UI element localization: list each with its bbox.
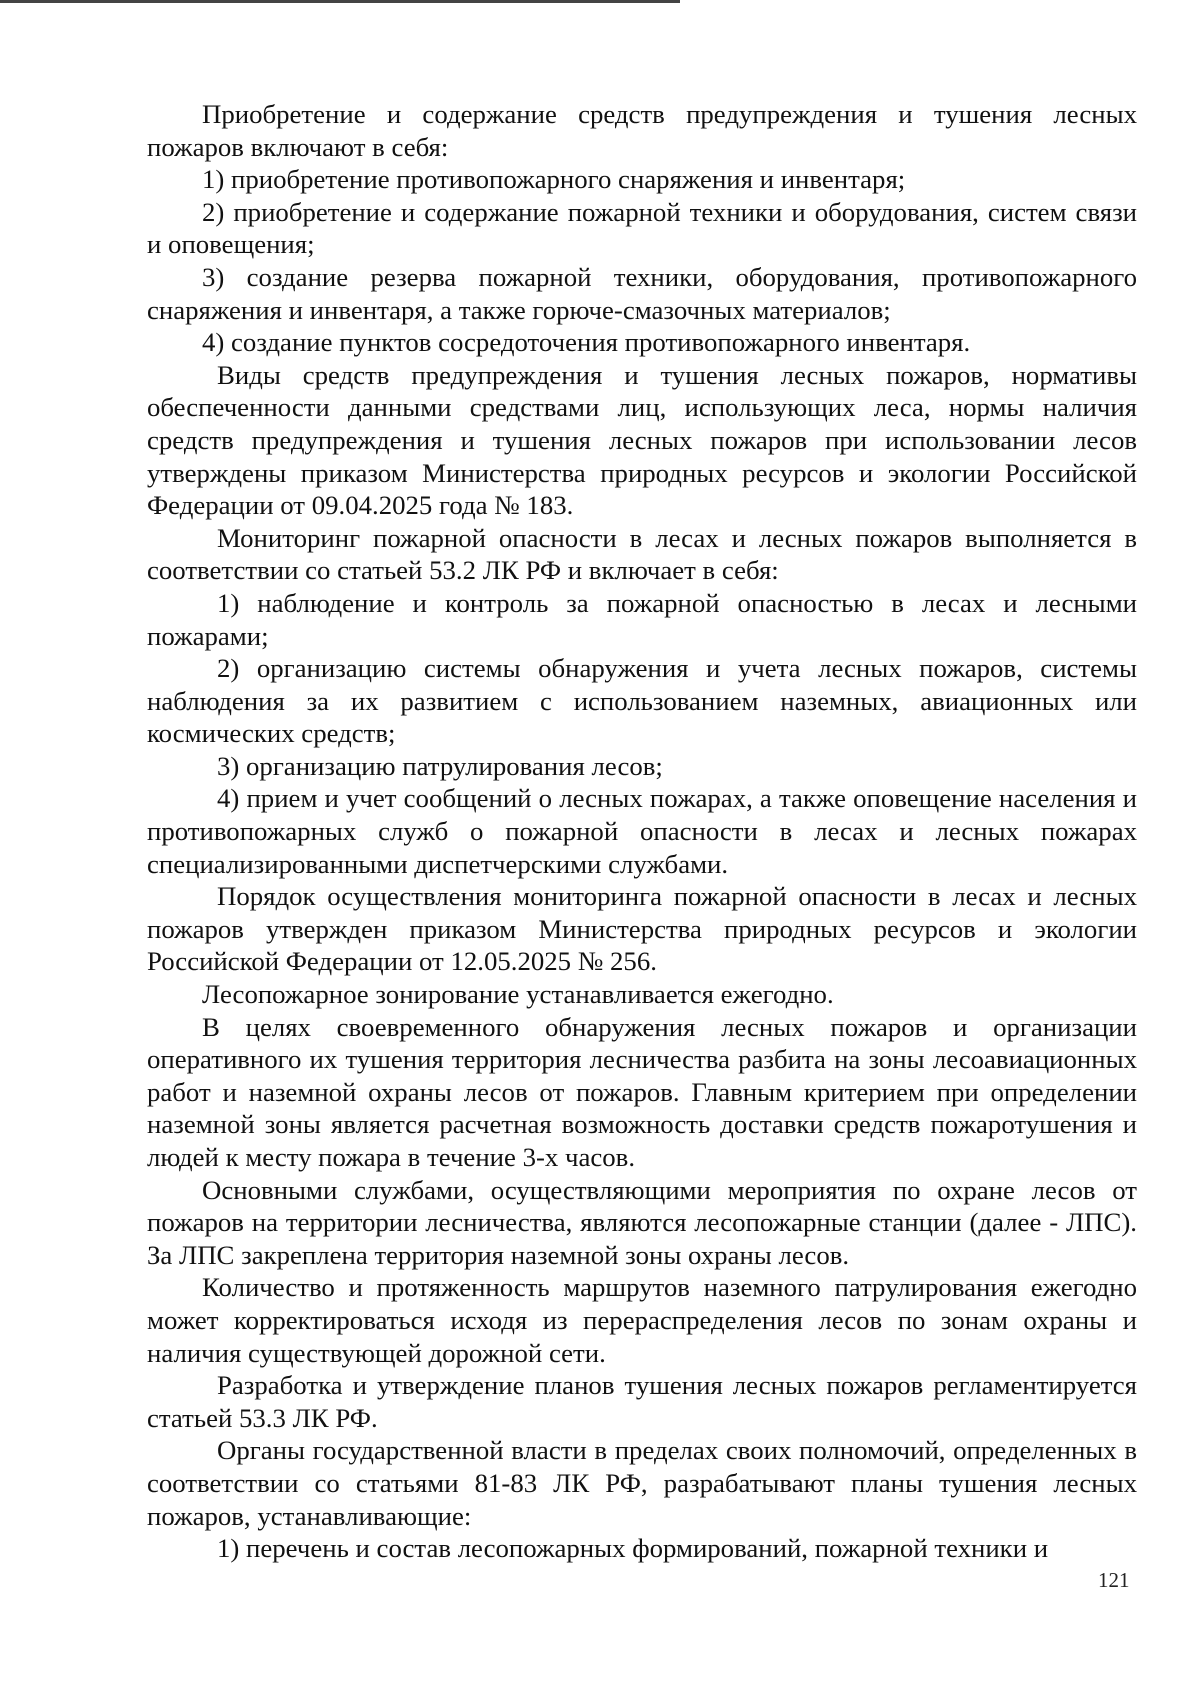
list-item: 1) приобретение противопожарного снаряжения и инвентаря; xyxy=(202,164,906,195)
paragraph: Приобретение и содержание средств предупреждения и тушения лесных пожаров включают в себя: xyxy=(147,99,1137,162)
page-number: 121 xyxy=(1098,1568,1130,1592)
list-item: 3) организацию патрулирования лесов; xyxy=(217,750,663,781)
list-item: 3) создание резерва пожарной техники, оборудования, противопожарного снаряжения и инвентаря, а также горюче-смазочных материалов; xyxy=(147,261,1137,325)
paragraph: В целях своевременного обнаружения лесных пожаров и организации оперативного их тушения территория лесничества разбита на зоны лесоавиационных работ и наземной охраны лесов от пожаров. Главным критерием при определении наземной зоны является расчетная возможность доставки средств пожаротушения и людей к месту пожара в течение 3-х часов. xyxy=(147,1011,1137,1172)
paragraph: Разработка и утверждение планов тушения лесных пожаров регламентируется статьей 53.3 ЛК РФ. xyxy=(147,1370,1137,1433)
paragraph: Количество и протяженность маршрутов наземного патрулирования ежегодно может корректироваться исходя из перераспределения лесов по зонам охраны и наличия существующей дорожной сети. xyxy=(147,1272,1137,1368)
paragraph: Основными службами, осуществляющими мероприятия по охране лесов от пожаров на территории лесничества, являются лесопожарные станции (далее - ЛПС). За ЛПС закреплена территория наземной зоны охраны лесов. xyxy=(147,1174,1137,1270)
list-item: 4) прием и учет сообщений о лесных пожарах, а также оповещение населения и противопожарных служб о пожарной опасности в лесах и лесных пожарах специализированными диспетчерскими службами. xyxy=(147,783,1137,879)
list-item: 4) создание пунктов сосредоточения противопожарного инвентаря. xyxy=(202,327,971,358)
paragraph: Органы государственной власти в пределах своих полномочий, определенных в соответствии со статьями 81-83 ЛК РФ, разрабатывают планы тушения лесных пожаров, устанавливающие: xyxy=(147,1435,1137,1531)
paragraph: Порядок осуществления мониторинга пожарной опасности в лесах и лесных пожаров утвержден приказом Министерства природных ресурсов и экологии Российской Федерации от 12.05.2025 № 256. xyxy=(147,881,1137,977)
document-body xyxy=(147,98,1137,1565)
list-item: 2) организацию системы обнаружения и учета лесных пожаров, системы наблюдения за их развитием с использованием наземных, авиационных или космических средств; xyxy=(147,653,1137,749)
list-item: 1) перечень и состав лесопожарных формирований, пожарной техники и xyxy=(217,1533,1049,1564)
list-item: 2) приобретение и содержание пожарной техники и оборудования, систем связи и оповещения; xyxy=(147,196,1137,260)
paragraph: Лесопожарное зонирование устанавливается ежегодно. xyxy=(202,979,834,1010)
scan-edge-line xyxy=(0,0,680,3)
paragraph: Виды средств предупреждения и тушения лесных пожаров, нормативы обеспеченности данными средствами лиц, использующих леса, нормы наличия средств предупреждения и тушения лесных пожаров при использовании лесов утверждены приказом Министерства природных ресурсов и экологии Российской Федерации от 09.04.2025 года № 183. xyxy=(147,359,1137,521)
list-item: 1) наблюдение и контроль за пожарной опасностью в лесах и лесными пожарами; xyxy=(147,587,1137,651)
paragraph: Мониторинг пожарной опасности в лесах и лесных пожаров выполняется в соответствии со статьей 53.2 ЛК РФ и включает в себя: xyxy=(147,522,1137,586)
